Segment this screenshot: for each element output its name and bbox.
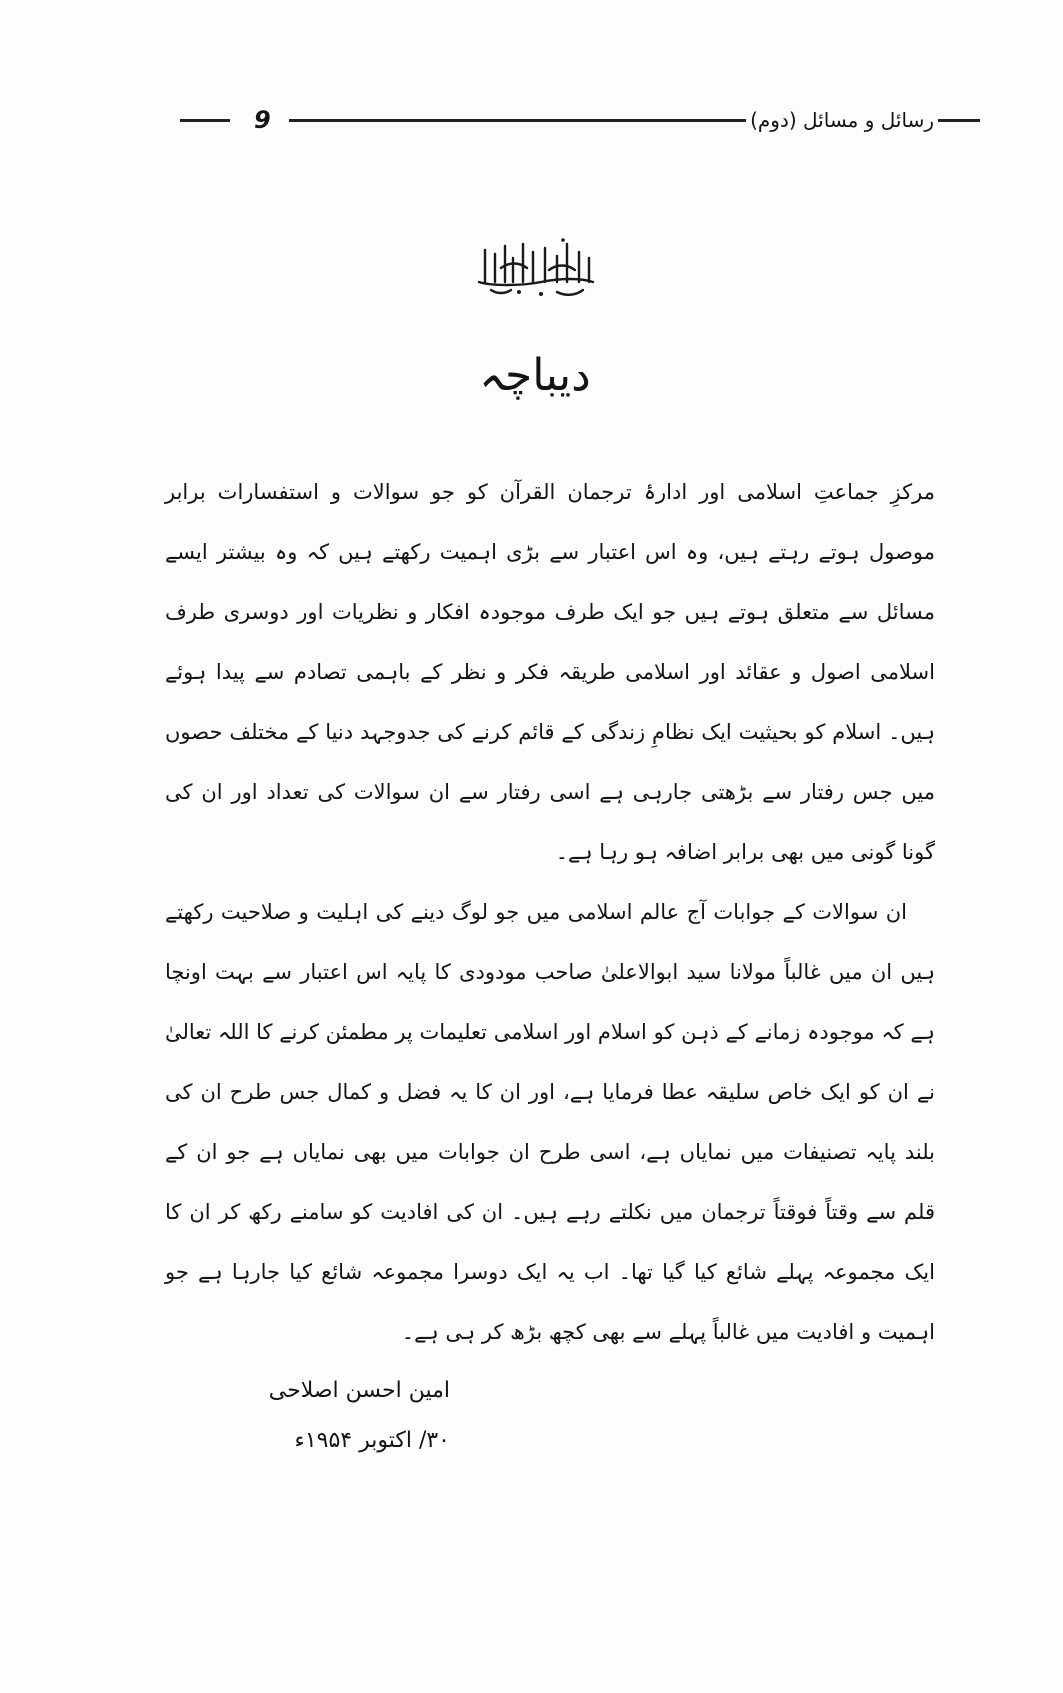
running-head-title: رسائل و مسائل (دوم)	[750, 108, 934, 132]
running-head	[180, 100, 980, 140]
bismillah-calligraphy	[461, 232, 611, 302]
chapter-title: دیباچہ	[479, 350, 591, 401]
calligraphy-icon	[461, 232, 611, 302]
header-rule-left	[180, 119, 230, 122]
author-name: امین احسن اصلاحی	[268, 1378, 450, 1403]
signature-block	[220, 1366, 450, 1466]
page-number: 9	[254, 106, 271, 134]
preface-text	[165, 462, 935, 1362]
paragraph: مرکزِ جماعتِ اسلامی اور ادارۂ ترجمان القرآن کو جو سوالات و استفسارات برابر موصول ہوتے رہتے ہیں، وہ اس اعتبار سے بڑی اہمیت رکھتے ہیں کہ وہ بیشتر ایسے مسائل سے متعلق ہوتے ہیں جو ایک طرف موجودہ افکار و نظریات اور دوسری طرف اسلامی اصول و عقائد اور اسلامی طریقہ فکر و نظر کے باہمی تصادم سے پیدا ہوئے ہیں۔ اسلام کو بحیثیت ایک نظامِ زندگی کے قائم کرنے کی جدوجہد دنیا کے مختلف حصوں میں جس رفتار سے بڑھتی جارہی ہے اسی رفتار سے ان سوالات کی تعداد اور ان کی گونا گونی میں بھی برابر اضافہ ہو رہا ہے۔	[165, 480, 935, 864]
paragraph: ان سوالات کے جوابات آج عالم اسلامی میں جو لوگ دینے کی اہلیت و صلاحیت رکھتے ہیں ان میں غالباً مولانا سید ابوالاعلیٰ صاحب مودودی کا پایہ اس اعتبار سے بہت اونچا ہے کہ موجودہ زمانے کے ذہن کو اسلام اور اسلامی تعلیمات پر مطمئن کرنے کا اللہ تعالیٰ نے ان کو ایک خاص سلیقہ عطا فرمایا ہے، اور ان کا یہ فضل و کمال جس طرح ان کی بلند پایہ تصنیفات میں نمایاں ہے، اسی طرح ان جوابات میں بھی نمایاں ہے جو ان کے قلم سے وقتاً فوقتاً ترجمان میں نکلتے رہے ہیں۔ ان کی افادیت کو سامنے رکھ کر ان کا ایک مجموعہ پہلے شائع کیا گیا تھا۔ اب یہ ایک دوسرا مجموعہ شائع کیا جارہا ہے جو اہمیت و افادیت میں غالباً پہلے سے بھی کچھ بڑھ کر ہی ہے۔	[165, 900, 935, 1344]
signature-date: ۳۰/ اکتوبر ۱۹۵۴ء	[294, 1428, 450, 1453]
header-rule-middle	[289, 119, 746, 122]
header-rule-right	[938, 119, 980, 122]
